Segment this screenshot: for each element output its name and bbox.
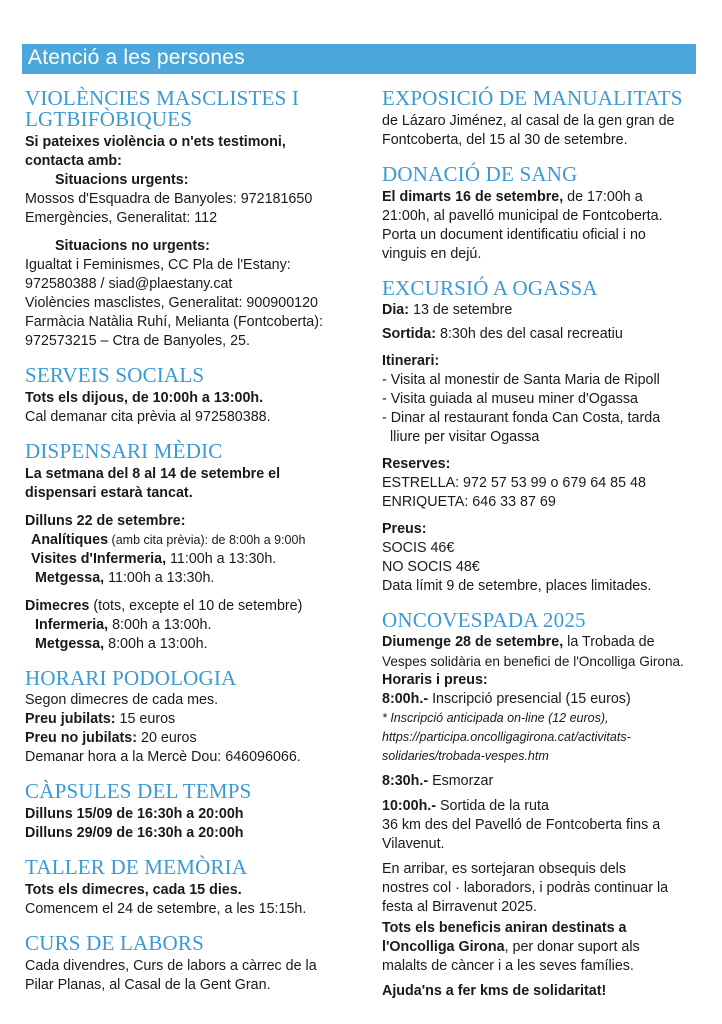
text: 36 km des del Pavelló de Fontcoberta fins a (382, 817, 661, 833)
text: nostres col · laboradors, i podràs continuar la (382, 880, 669, 896)
section-serveis (25, 365, 350, 427)
text: contacta amb: (25, 153, 122, 169)
section-violencies (25, 88, 350, 351)
text: Cal demanar cita prèvia al 972580388. (25, 409, 271, 425)
section-oncovespada (382, 610, 698, 1001)
text: El dimarts 16 de setembre, de 17:00h a (382, 189, 643, 205)
text: Violències masclistes, Generalitat: 900900120 (25, 295, 318, 311)
text: Dilluns 15/09 de 16:30h a 20:00h (25, 806, 244, 822)
text: - Visita guiada al museu miner d'Ogassa (382, 391, 638, 407)
text: Infermeria, 8:00h a 13:00h. (35, 617, 212, 633)
right-column (382, 88, 698, 1001)
subheading-nonurgent: Situacions no urgents: (55, 238, 210, 254)
section-banner (22, 44, 696, 74)
text: Comencem el 24 de setembre, a les 15:15h. (25, 901, 307, 917)
text: Tots els dijous, de 10:00h a 13:00h. (25, 390, 264, 406)
section-sang (382, 164, 698, 264)
text: Demanar hora a la Mercè Dou: 646096066. (25, 749, 301, 765)
text: malalts de càncer i a les seves famílies. (382, 958, 634, 974)
text: Reserves: (382, 456, 451, 472)
text: 10:00h.- Sortida de la ruta (382, 798, 549, 814)
text: Metgessa, 8:00h a 13:00h. (35, 636, 208, 652)
heading-capsules: CÀPSULES DEL TEMPS (25, 779, 252, 803)
text: Metgessa, 11:00h a 13:30h. (35, 570, 215, 586)
heading-dispensari: DISPENSARI MÈDIC (25, 439, 223, 463)
text: Dilluns 29/09 de 16:30h a 20:00h (25, 825, 244, 841)
text: Vilavenut. (382, 836, 445, 852)
text: * Inscripció anticipada on-line (12 euros), (382, 711, 609, 725)
heading-labors: CURS DE LABORS (25, 931, 205, 955)
text: Analítiques (amb cita prèvia): de 8:00h a 9:00h (31, 532, 306, 548)
text: Horaris i preus: (382, 672, 488, 688)
text: Preus: (382, 521, 427, 537)
heading-oncovespada: ONCOVESPADA 2025 (382, 608, 586, 632)
text: 21:00h, al pavelló municipal de Fontcoberta. (382, 208, 663, 224)
section-memoria (25, 857, 350, 919)
text: de Lázaro Jiménez, al casal de la gen gran de (382, 113, 675, 129)
link-text: solidaries/trobada-vespes.htm (382, 749, 549, 763)
subheading-urgent: Situacions urgents: (55, 172, 189, 188)
text: Emergències, Generalitat: 112 (25, 210, 218, 226)
text: Visites d'Infermeria, 11:00h a 13:30h. (31, 551, 277, 567)
text: vinguis en dejú. (382, 246, 482, 262)
text: Data límit 9 de setembre, places limitades. (382, 578, 652, 594)
text: Si pateixes violència o n'ets testimoni, (25, 134, 286, 150)
text: Preu jubilats: 15 euros (25, 711, 176, 727)
text: Tots els beneficis aniran destinats a (382, 920, 627, 936)
text: 8:00h.- Inscripció presencial (15 euros) (382, 691, 631, 707)
section-podologia (25, 668, 350, 767)
text: Pilar Planas, al Casal de la Gent Gran. (25, 977, 271, 993)
section-capsules (25, 781, 350, 843)
text: Fontcoberta, del 15 al 30 de setembre. (382, 132, 628, 148)
text: Sortida: 8:30h des del casal recreatiu (382, 326, 623, 342)
text: Diumenge 28 de setembre, la Trobada de (382, 634, 655, 650)
section-labors (25, 933, 350, 995)
text: - Dinar al restaurant fonda Can Costa, tarda (382, 410, 661, 426)
text: Mossos d'Esquadra de Banyoles: 972181650 (25, 191, 313, 207)
text: dispensari estarà tancat. (25, 485, 193, 501)
text: Tots els dimecres, cada 15 dies. (25, 882, 242, 898)
section-exposicio (382, 88, 698, 150)
text: SOCIS 46€ (382, 540, 455, 556)
heading-podologia: HORARI PODOLOGIA (25, 666, 237, 690)
text: Segon dimecres de cada mes. (25, 692, 219, 708)
text: Preu no jubilats: 20 euros (25, 730, 197, 746)
heading-memoria: TALLER DE MEMÒRIA (25, 855, 248, 879)
text: Cada divendres, Curs de labors a càrrec de la (25, 958, 317, 974)
text: ENRIQUETA: 646 33 87 69 (382, 494, 556, 510)
text: Dimecres (tots, excepte el 10 de setembre) (25, 598, 303, 614)
heading-sang: DONACIÓ DE SANG (382, 162, 578, 186)
heading-violencies-1: VIOLÈNCIES MASCLISTES I (25, 86, 300, 110)
heading-violencies-2: LGTBIFÒBIQUES (25, 107, 193, 131)
text: En arribar, es sortejaran obsequis dels (382, 861, 626, 877)
text: Farmàcia Natàlia Ruhí, Melianta (Fontcoberta): (25, 314, 323, 330)
banner-title: Atenció a les persones (28, 46, 245, 69)
text: Dia: 13 de setembre (382, 302, 513, 318)
text: 972573215 – Ctra de Banyoles, 25. (25, 333, 250, 349)
text: NO SOCIS 48€ (382, 559, 480, 575)
text: 972580388 / siad@plaestany.cat (25, 276, 233, 292)
text: lliure per visitar Ogassa (390, 429, 540, 445)
link-text: https://participa.oncolligagirona.cat/activitats- (382, 730, 631, 744)
text: Igualtat i Feminismes, CC Pla de l'Estany: (25, 257, 291, 273)
section-excursio (382, 278, 698, 596)
text: Dilluns 22 de setembre: (25, 513, 186, 529)
heading-exposicio: EXPOSICIÓ DE MANUALITATS (382, 86, 683, 110)
text: 8:30h.- Esmorzar (382, 773, 494, 789)
text: La setmana del 8 al 14 de setembre el (25, 466, 281, 482)
text: Porta un document identificatiu oficial i no (382, 227, 646, 243)
closing-slogan: Ajuda'ns a fer kms de solidaritat! (382, 983, 607, 999)
section-dispensari (25, 441, 350, 654)
text: - Visita al monestir de Santa Maria de Ripoll (382, 372, 660, 388)
text: l'Oncolliga Girona, per donar suport als (382, 939, 640, 955)
text: festa al Birravenut 2025. (382, 899, 537, 915)
text: Vespes solidària en benefici de l'Oncolliga Girona. (382, 654, 684, 669)
heading-serveis: SERVEIS SOCIALS (25, 363, 205, 387)
text: ESTRELLA: 972 57 53 99 o 679 64 85 48 (382, 475, 646, 491)
heading-excursio: EXCURSIÓ A OGASSA (382, 276, 598, 300)
text: Itinerari: (382, 353, 440, 369)
left-column (25, 88, 350, 995)
